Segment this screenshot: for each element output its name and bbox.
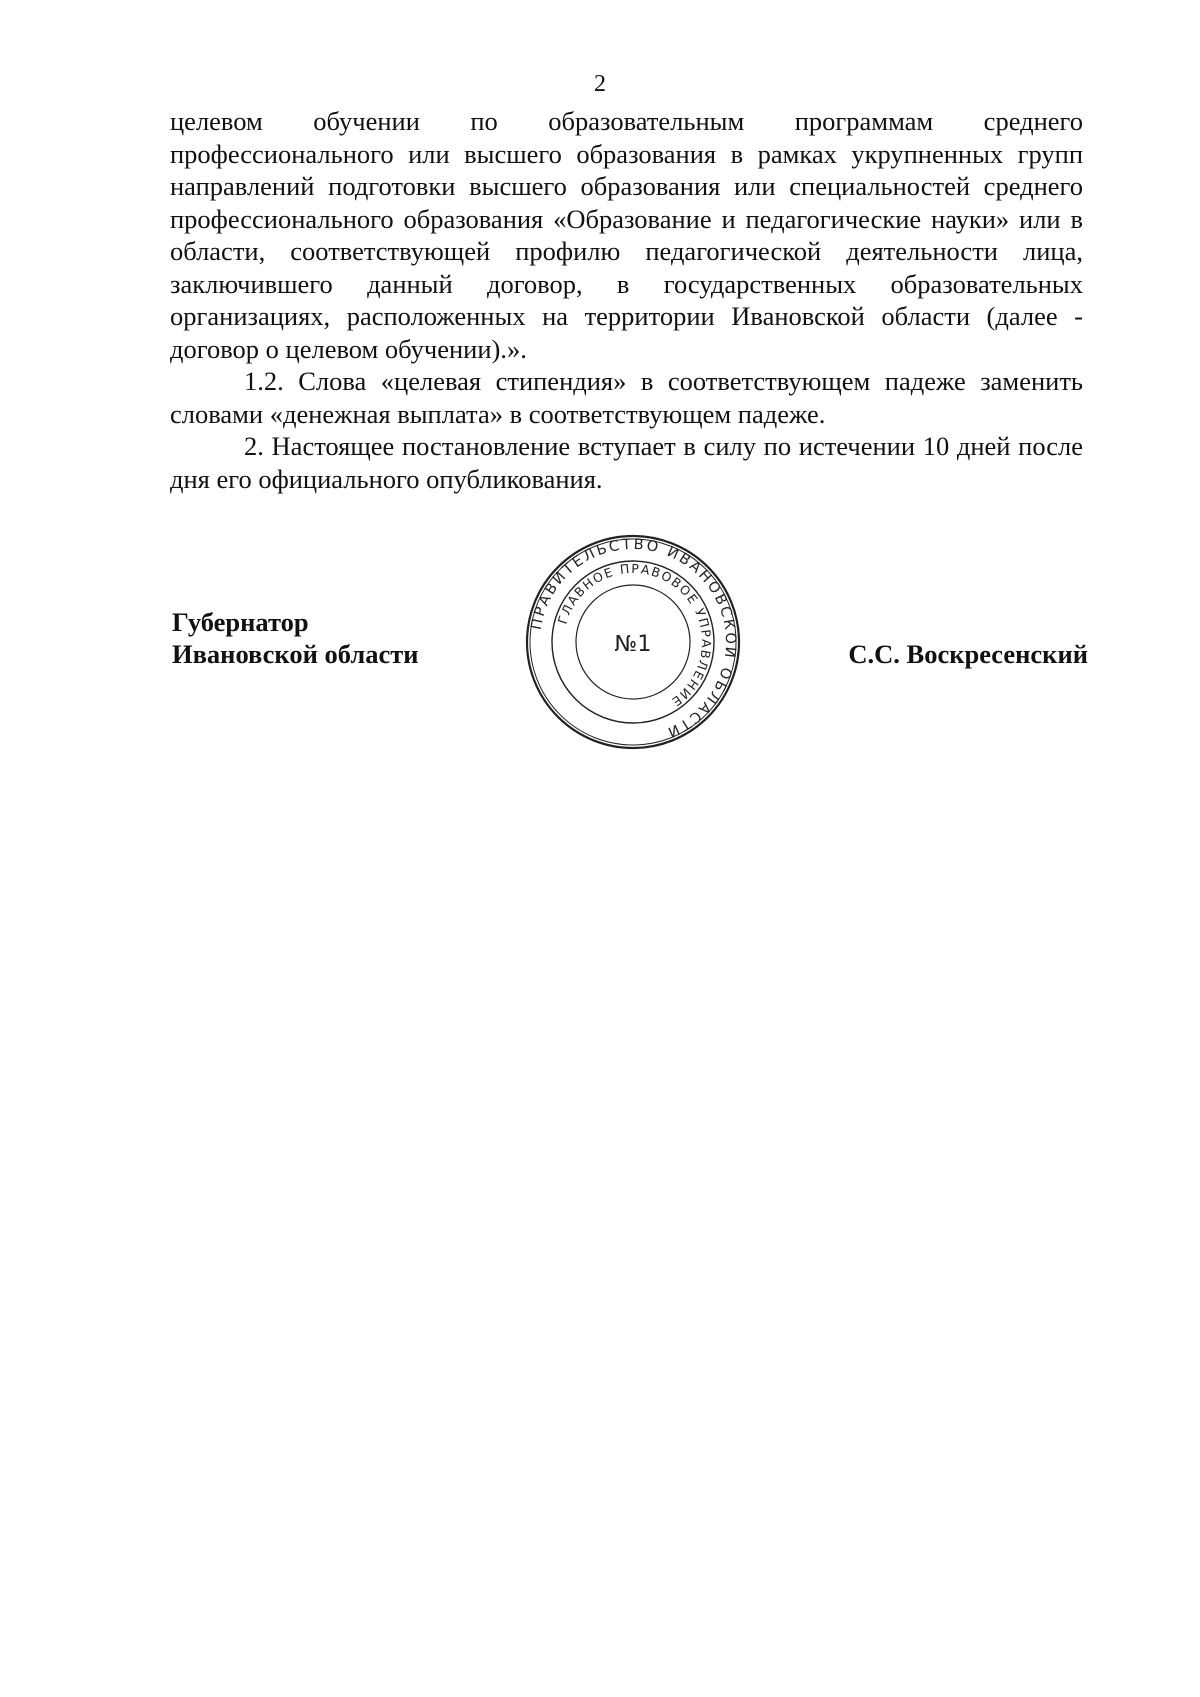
stamp-inner-text: ГЛАВНОЕ ПРАВОВОЕ УПРАВЛЕНИЕ bbox=[554, 560, 715, 711]
signer-position-line1: Губернатор bbox=[172, 607, 309, 637]
page-number: 2 bbox=[594, 71, 606, 97]
signer-name: С.С. Воскресенский bbox=[848, 639, 1088, 669]
signer-position-line2: Ивановской области bbox=[172, 639, 419, 669]
official-seal-stamp bbox=[524, 533, 742, 751]
stamp-outer-text: ПРАВИТЕЛЬСТВО ИВАНОВСКОЙ ОБЛАСТИ bbox=[528, 536, 739, 741]
stamp-number: №1 bbox=[614, 632, 652, 657]
paragraph-1-2: 1.2. Слова «целевая стипендия» в соответствующем падеже заменить словами «денежная выплата» в соответствующем падеже. bbox=[170, 366, 1083, 429]
paragraph-continuation: целевом обучении по образовательным программам среднего профессионального или высшего образования в рамках укрупненных групп направлений подготовки высшего образования или специальностей среднего профессионального образования «Образование и педагогические науки» или в области, соответствующей профилю педагогической деятельности лица, заключившего данный договор, в государственных образовательных организациях, расположенных на территории Ивановской области (далее - договор о целевом обучении).». bbox=[170, 106, 1083, 364]
document-body bbox=[170, 105, 1083, 495]
paragraph-2: 2. Настоящее постановление вступает в силу по истечении 10 дней после дня его официального опубликования. bbox=[170, 431, 1083, 494]
signer-position bbox=[172, 606, 419, 670]
